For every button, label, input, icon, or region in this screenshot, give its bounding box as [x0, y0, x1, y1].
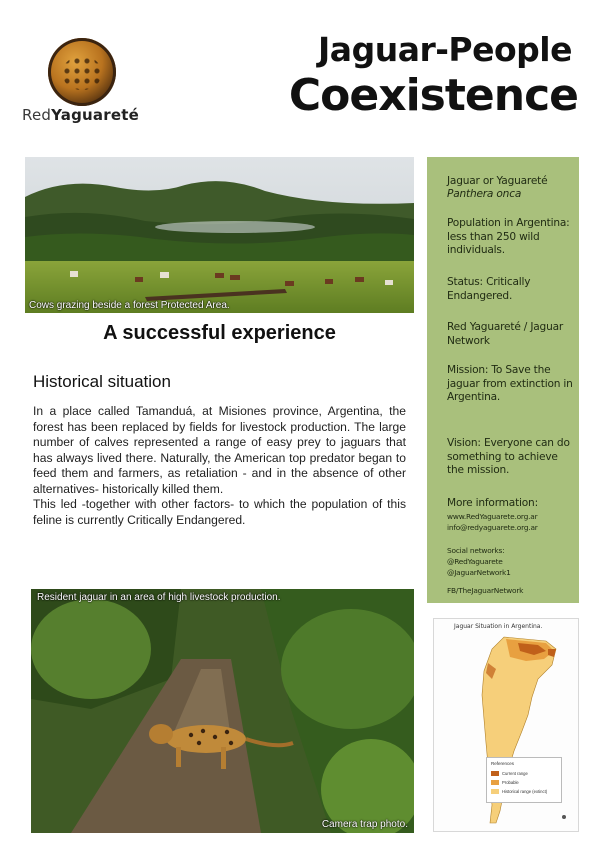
population-info: Population in Argentina: less than 250 wild individuals.: [447, 217, 570, 256]
paragraph-2: This led -together with other factors- to which the population of this feline is currently Critically Endangered.: [33, 497, 406, 527]
map-title: Jaguar Situation in Argentina.: [454, 623, 543, 630]
legend-swatch: [491, 789, 499, 794]
body-text: [33, 404, 406, 528]
status-info: Status: Critically Endangered.: [447, 276, 531, 302]
jaguar-camera-trap-photo: [31, 589, 414, 833]
title-line1: Jaguar-People: [318, 30, 572, 69]
photo2-caption-bottom: Camera trap photo.: [321, 819, 408, 830]
subheading: A successful experience: [103, 322, 336, 344]
landscape-illustration: [25, 157, 414, 313]
organization-info: Red Yaguareté / Jaguar Network: [447, 321, 564, 347]
forest-path-illustration: [31, 589, 414, 833]
photo2-caption-top: Resident jaguar in an area of high livestock production.: [37, 592, 281, 603]
legend-item-historical: Historical range (extinct): [491, 789, 547, 794]
title-line2: Coexistence: [288, 70, 578, 121]
photo1-caption: Cows grazing beside a forest Protected Area.: [29, 300, 230, 311]
section-heading: Historical situation: [33, 372, 171, 391]
argentina-jaguar-map: [433, 618, 579, 832]
species-scientific-name: Panthera onca: [447, 188, 522, 200]
email-link[interactable]: info@redyaguarete.org.ar: [447, 523, 538, 532]
species-common-name: Jaguar or Yaguareté: [447, 175, 548, 187]
red-yaguarete-logo: [18, 34, 139, 134]
legend-swatch: [491, 780, 499, 785]
info-sidebar: [427, 157, 579, 603]
social-handle-2[interactable]: @JaguarNetwork1: [447, 568, 511, 577]
vision-info: Vision: Everyone can do something to achieve the mission.: [447, 437, 570, 476]
legend-item-current: Current range: [491, 771, 528, 776]
social-networks-label: Social networks:: [447, 546, 505, 555]
logo-text: RedYaguareté: [22, 106, 139, 124]
more-info-label: More information:: [447, 497, 538, 509]
jaguar-face-icon: [48, 38, 116, 106]
legend-swatch: [491, 771, 499, 776]
map-legend-title: References: [491, 761, 515, 766]
legend-item-probable: Probable: [491, 780, 519, 785]
mission-info: Mission: To Save the jaguar from extinction in Argentina.: [447, 364, 573, 403]
facebook-link[interactable]: FB/TheJaguarNetwork: [447, 586, 524, 595]
cows-grazing-photo: [25, 157, 414, 313]
paragraph-1: In a place called Tamanduá, at Misiones province, Argentina, the forest has been replaced by fields for livestock production. The large number of calves represented a range of easy prey to jaguars that has always lived there. Naturally, the American top predator began to feed them and farmers, as retaliation - and in the absence of other alternatives- historically killed them.: [33, 404, 406, 496]
map-legend: [486, 757, 562, 803]
website-link[interactable]: www.RedYaguarete.org.ar: [447, 512, 538, 521]
social-handle-1[interactable]: @RedYaguarete: [447, 557, 503, 566]
